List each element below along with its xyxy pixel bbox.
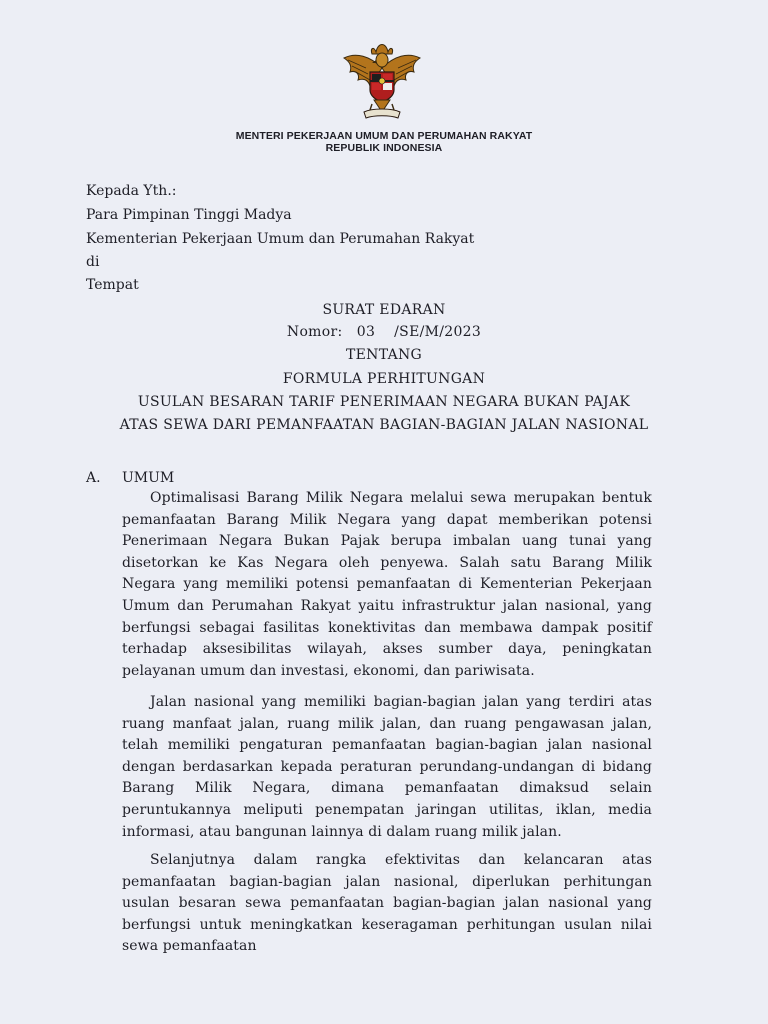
address-line-1: Para Pimpinan Tinggi Madya xyxy=(86,207,292,223)
heading-title-3: ATAS SEWA DARI PEMANFAATAN BAGIAN-BAGIAN JALAN NASIONAL xyxy=(119,417,649,433)
paragraph-2-text: Jalan nasional yang memiliki bagian-bagian jalan yang terdiri atas ruang manfaat jalan, ruang milik jalan, dan ruang pengawasan jalan, telah memiliki pengaturan pemanfaatan bagian-bagian jalan nasional dengan berdasarkan kepada peraturan perundang-undangan di bidang Barang Milik Negara, dimana pemanfaatan dimaksud selain peruntukannya meliputi penempatan jaringan utilitas, iklan, media informasi, atau bangunan lainnya di dalam ruang milik jalan. xyxy=(122,694,652,840)
paragraph-3 xyxy=(122,850,652,958)
paragraph-1 xyxy=(122,488,652,682)
paragraph-3-text: Selanjutnya dalam rangka efektivitas dan kelancaran atas pemanfaatan bagian-bagian jalan nasional, diperlukan perhitungan usulan besaran sewa pemanfaatan bagian-bagian jalan nasional yang berfungsi untuk meningkatkan keseragaman perhitungan usulan nilai sewa pemanfaatan xyxy=(122,852,652,955)
letterhead-title: MENTERI PEKERJAAN UMUM DAN PERUMAHAN RAKYAT xyxy=(235,130,533,142)
document-type: SURAT EDARAN xyxy=(322,302,446,318)
address-line-3: di xyxy=(86,254,100,270)
letterhead-subtitle: REPUBLIK INDONESIA xyxy=(325,142,443,154)
heading-about: TENTANG xyxy=(345,347,423,363)
address-line-2: Kementerian Pekerjaan Umum dan Perumahan Rakyat xyxy=(86,231,475,247)
paragraph-1-text: Optimalisasi Barang Milik Negara melalui sewa merupakan bentuk pemanfaatan Barang Milik Negara yang dapat memberikan potensi Penerimaan Negara Bukan Pajak berupa imbalan uang tunai yang disetorkan ke Kas Negara oleh penyewa. Salah satu Barang Milik Negara yang memiliki potensi pemanfaatan di Kementerian Pekerjaan Umum dan Perumahan Rakyat yaitu infrastruktur jalan nasional, yang berfungsi sebagai fasilitas konektivitas dan membawa dampak positif terhadap aksesibilitas wilayah, akses sumber daya, peningkatan pelayanan umum dan investasi, ekonomi, dan pariwisata. xyxy=(122,490,652,679)
address-line-4: Tempat xyxy=(86,277,139,293)
address-salutation: Kepada Yth.: xyxy=(86,183,177,199)
garuda-emblem-icon xyxy=(336,38,428,124)
paragraph-2 xyxy=(122,692,652,843)
section-letter: A. xyxy=(86,470,101,486)
section-title: UMUM xyxy=(122,470,175,486)
heading-title-1: FORMULA PERHITUNGAN xyxy=(282,371,486,387)
heading-title-2: USULAN BESARAN TARIF PENERIMAAN NEGARA BUKAN PAJAK xyxy=(137,394,631,410)
document-number: Nomor: 03 /SE/M/2023 xyxy=(286,324,482,340)
